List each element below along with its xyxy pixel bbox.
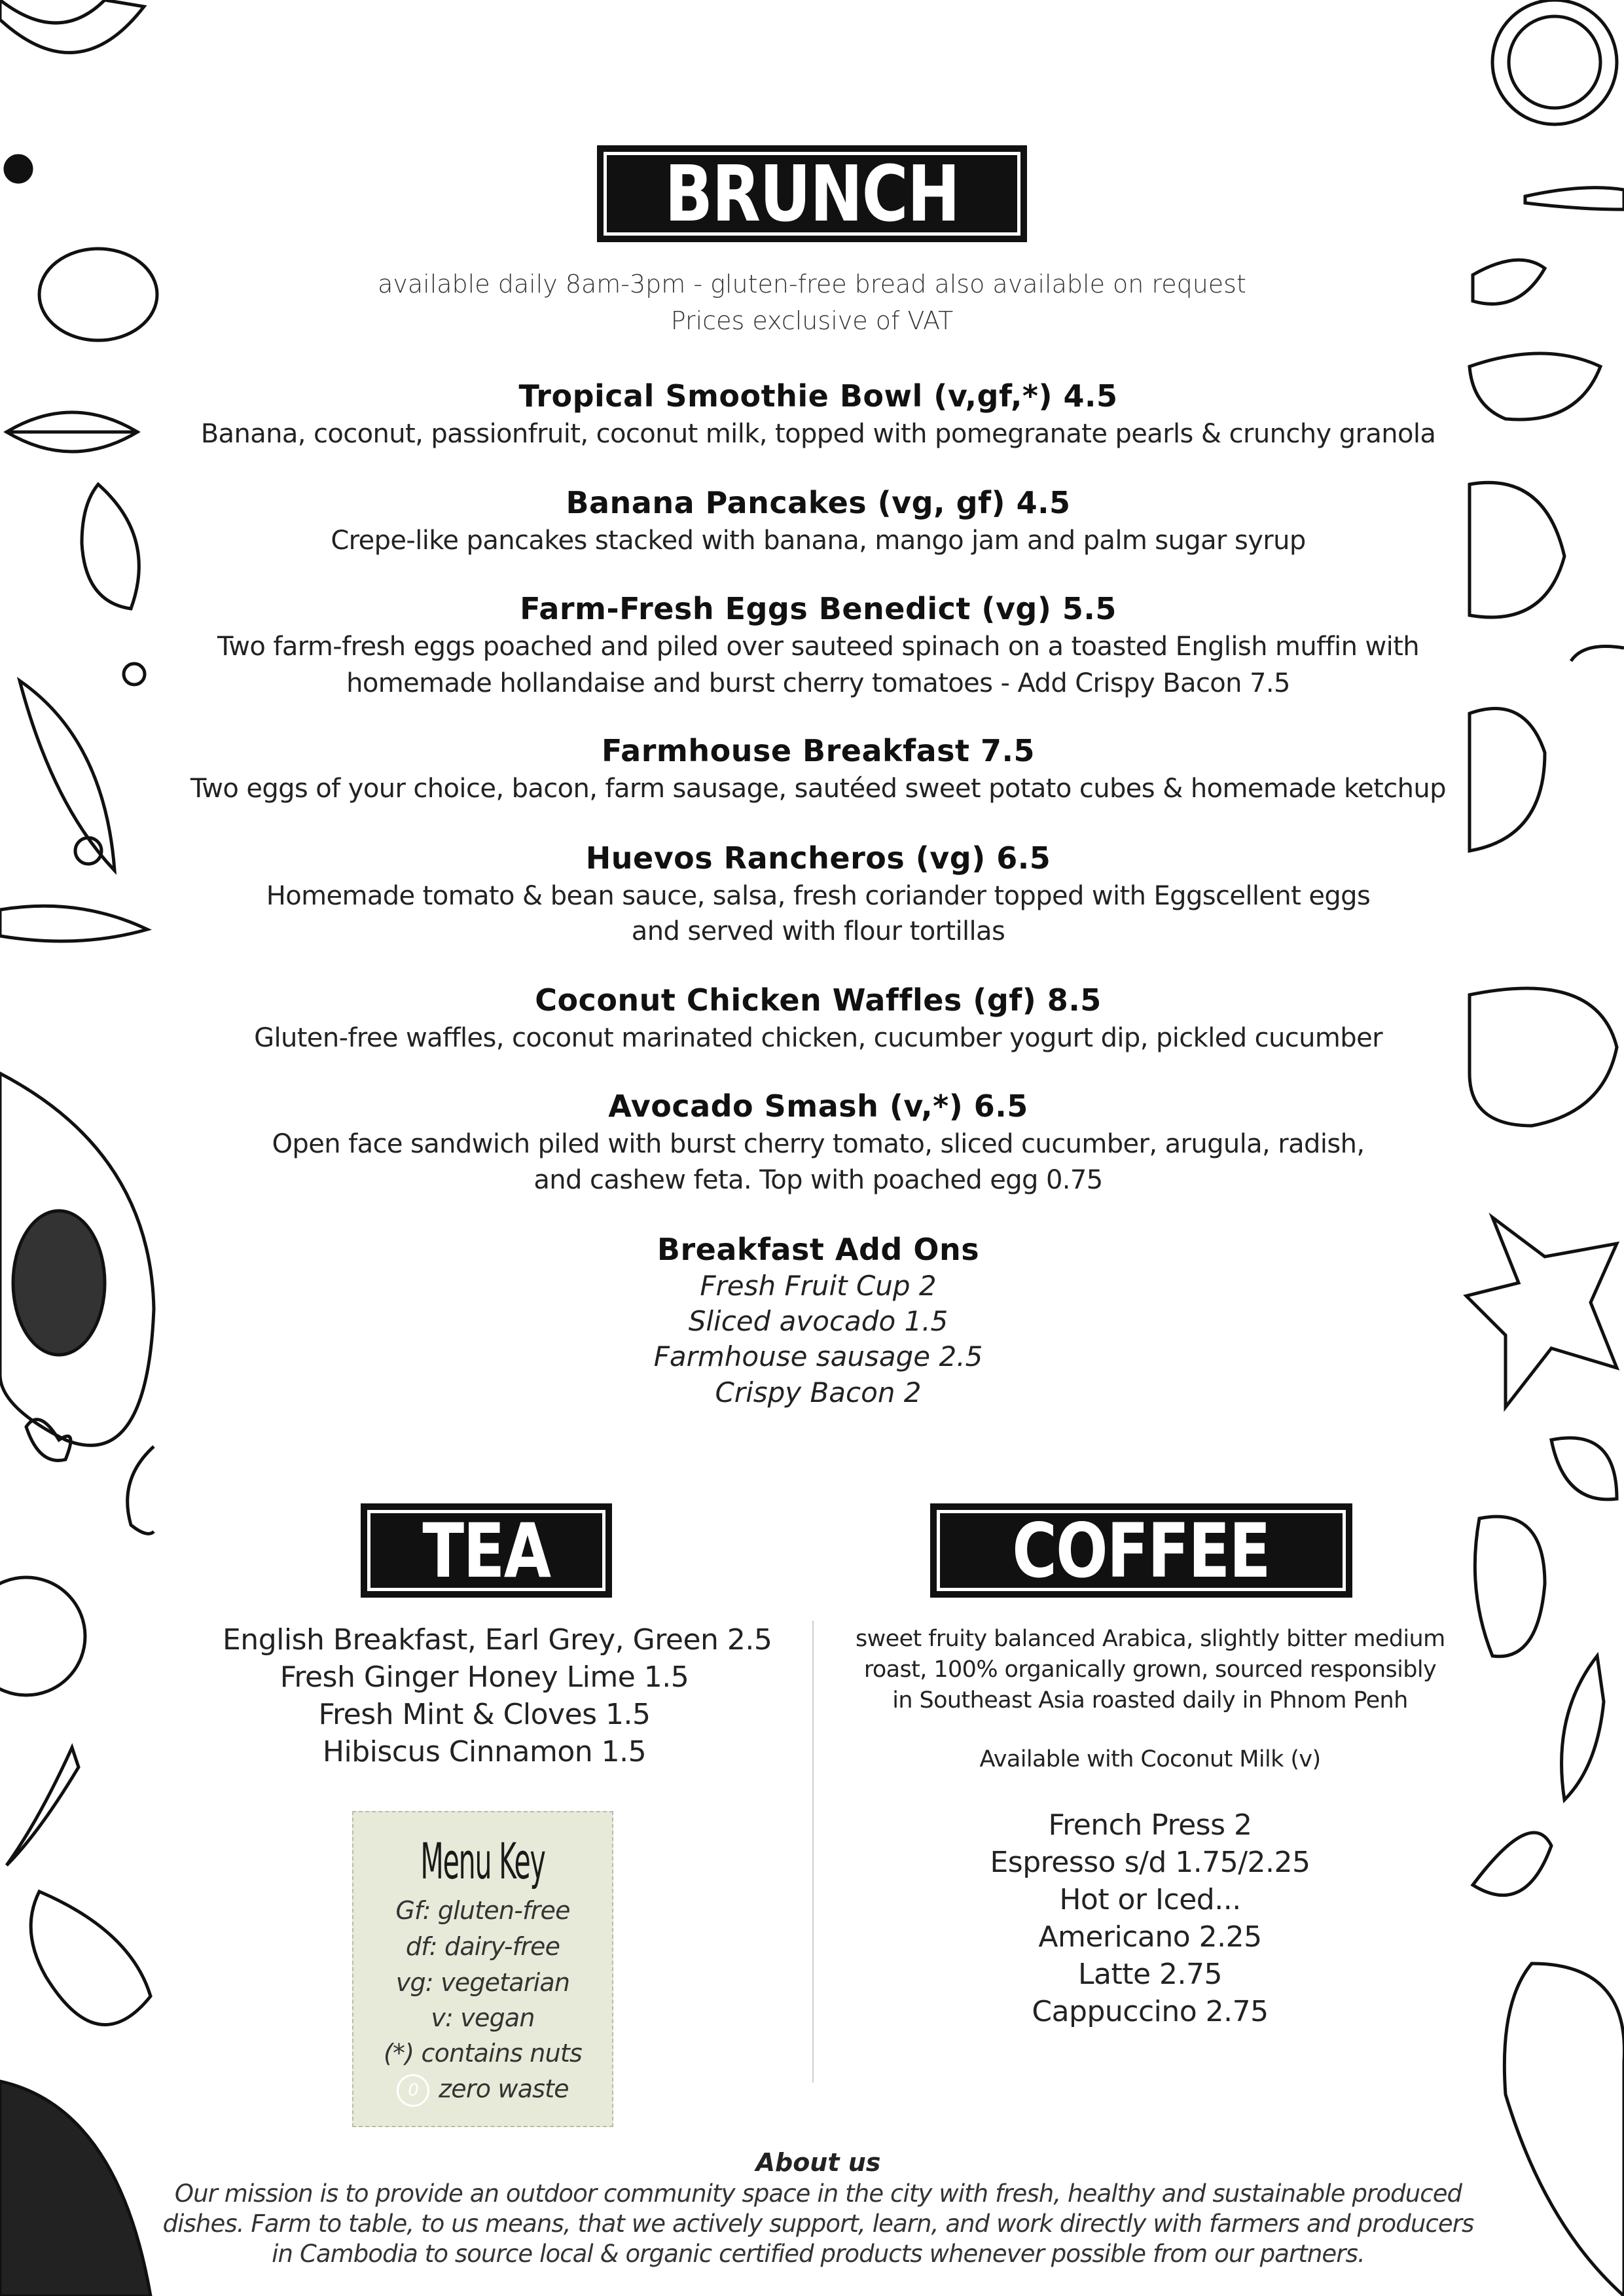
item-title: Farm-Fresh Eggs Benedict (vg) 5.5: [520, 591, 1117, 626]
coffee-item: Americano 2.25: [1038, 1920, 1262, 1954]
item-desc: Crepe-like pancakes stacked with banana, mango jam and palm sugar syrup: [331, 526, 1306, 556]
leaf-icon: [1551, 1438, 1617, 1499]
brunch-heading: [597, 145, 1027, 242]
item-desc: homemade hollandaise and burst cherry tomatoes - Add Crispy Bacon 7.5: [346, 668, 1290, 698]
coffee-desc: sweet fruity balanced Arabica, slightly bitter medium: [856, 1626, 1445, 1652]
leaf-icon: [1473, 1833, 1551, 1895]
tea-heading-text: TEA: [422, 1507, 550, 1594]
about-text: in Cambodia to source local & organic certified products whenever possible from our partners.: [272, 2240, 1365, 2268]
item-title: Tropical Smoothie Bowl (v,gf,*) 4.5: [518, 378, 1118, 414]
menu-key-item-zero-waste: [353, 2074, 612, 2107]
ginger-icon: [31, 1892, 151, 2024]
menu-key-item: df: dairy-free: [405, 1932, 560, 1961]
menu-key-item: vg: vegetarian: [395, 1968, 570, 1997]
item-desc: Homemade tomato & bean sauce, salsa, fresh coriander topped with Eggscellent eggs: [266, 881, 1371, 911]
pea-pod-icon: [1525, 188, 1624, 209]
menu-key-title: Menu Key: [420, 1832, 545, 1890]
brunch-heading-text: BRUNCH: [664, 149, 960, 239]
ginger-icon: [1475, 1516, 1545, 1657]
about-text: dishes. Farm to table, to us means, that we actively support, learn, and work directly with farmers and producers: [162, 2210, 1474, 2238]
about-title: About us: [755, 2148, 881, 2177]
item-desc: Banana, coconut, passionfruit, coconut milk, topped with pomegranate pearls & crunchy granola: [200, 419, 1436, 449]
item-title: Coconut Chicken Waffles (gf) 8.5: [535, 982, 1102, 1018]
chili-icon: [1562, 1656, 1604, 1800]
melon-slice-icon: [0, 0, 144, 52]
citrus-icon: [0, 1577, 85, 1695]
item-title: Farmhouse Breakfast 7.5: [601, 733, 1036, 768]
item-desc: and served with flour tortillas: [631, 916, 1005, 946]
citrus-slice-icon: [1492, 0, 1617, 124]
menu-key-item: v: vegan: [431, 2003, 535, 2032]
coffee-item: Latte 2.75: [1077, 1958, 1222, 1991]
tea-item: English Breakfast, Earl Grey, Green 2.5: [223, 1623, 772, 1657]
coconut-milk-note: Available with Coconut Milk (v): [979, 1746, 1321, 1772]
addon-item: Sliced avocado 1.5: [688, 1305, 948, 1337]
addons-title: Breakfast Add Ons: [657, 1232, 980, 1267]
item-title: Banana Pancakes (vg, gf) 4.5: [566, 485, 1071, 520]
coffee-item: Espresso s/d 1.75/2.25: [990, 1846, 1310, 1879]
about-text: Our mission is to provide an outdoor community space in the city with fresh, healthy and sustainable produced: [174, 2179, 1462, 2208]
tea-heading: [361, 1503, 612, 1598]
addon-item: Crispy Bacon 2: [715, 1376, 922, 1408]
zero-waste-label: zero waste: [439, 2074, 569, 2104]
coffee-item: Hot or Iced...: [1059, 1883, 1241, 1916]
menu-key-item: Gf: gluten-free: [395, 1896, 570, 1925]
seed-icon: [5, 156, 31, 182]
pea-pod-icon: [7, 1748, 79, 1865]
tea-item: Fresh Mint & Cloves 1.5: [318, 1698, 651, 1731]
coffee-item: French Press 2: [1048, 1808, 1252, 1842]
menu-key: [352, 1811, 613, 2127]
coffee-heading: [930, 1503, 1352, 1598]
item-desc: and cashew feta. Top with poached egg 0.75: [533, 1165, 1103, 1195]
zero-waste-icon: 0: [397, 2074, 429, 2107]
item-desc: Open face sandwich piled with burst cherry tomato, sliced cucumber, arugula, radish,: [272, 1129, 1365, 1159]
item-title: Avocado Smash (v,*) 6.5: [608, 1088, 1028, 1124]
tea-item: Fresh Ginger Honey Lime 1.5: [280, 1660, 689, 1694]
nut-icon: [128, 1446, 154, 1534]
column-divider: [812, 1621, 814, 2083]
coffee-item: Cappuccino 2.75: [1032, 1995, 1269, 2028]
addon-item: Farmhouse sausage 2.5: [653, 1340, 983, 1372]
menu-key-item: (*) contains nuts: [384, 2039, 582, 2068]
item-desc: Two eggs of your choice, bacon, farm sausage, sautéed sweet potato cubes & homemade ketchup: [190, 774, 1446, 804]
coffee-heading-text: COFFEE: [1012, 1507, 1271, 1594]
item-desc: Gluten-free waffles, coconut marinated chicken, cucumber yogurt dip, pickled cucumber: [254, 1023, 1382, 1053]
item-desc: Two farm-fresh eggs poached and piled over sauteed spinach on a toasted English muffin with: [217, 632, 1419, 662]
item-title: Huevos Rancheros (vg) 6.5: [585, 840, 1051, 876]
citrus-slice-icon: [1509, 16, 1600, 108]
vat-note: Prices exclusive of VAT: [670, 306, 954, 335]
brunch-availability: available daily 8am-3pm - gluten-free bread also available on request: [378, 270, 1246, 298]
coffee-desc: roast, 100% organically grown, sourced responsibly: [863, 1657, 1437, 1683]
tea-item: Hibiscus Cinnamon 1.5: [322, 1735, 647, 1768]
coffee-desc: in Southeast Asia roasted daily in Phnom Penh: [892, 1687, 1408, 1713]
addon-item: Fresh Fruit Cup 2: [700, 1270, 937, 1302]
